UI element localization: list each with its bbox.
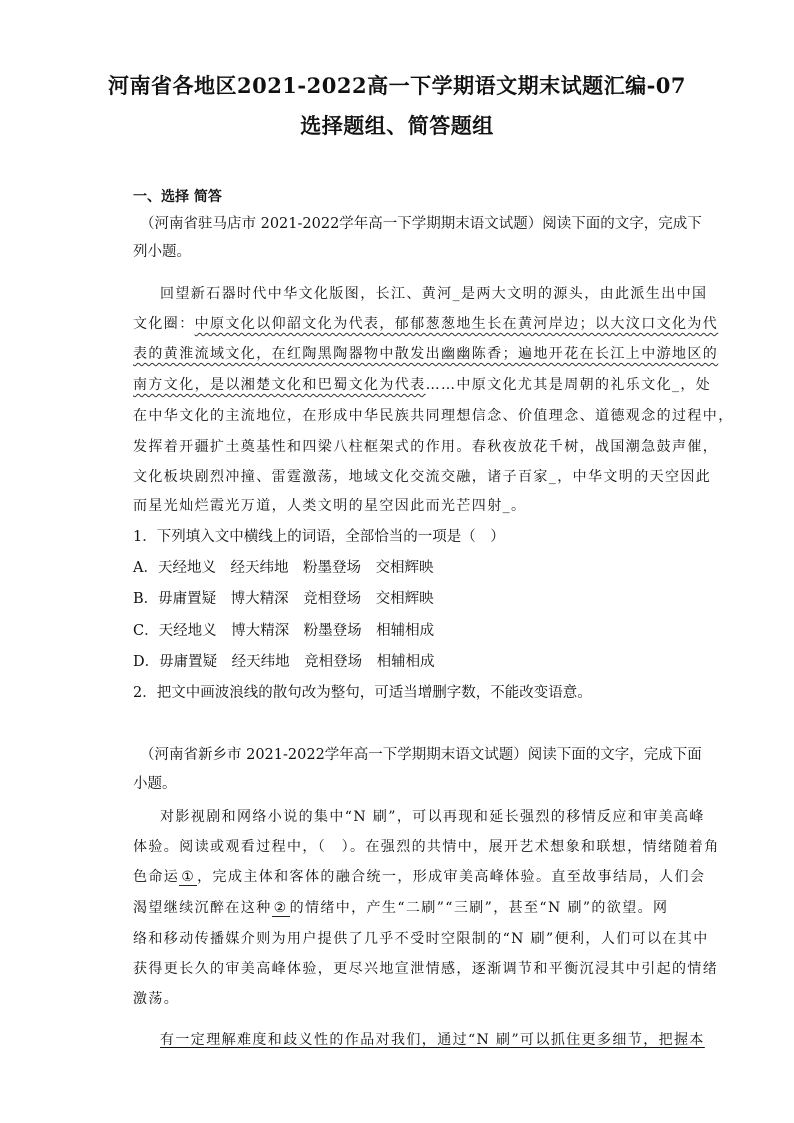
question-1: 1．下列填入文中横线上的词语，全部恰当的一项是（ ） <box>133 529 505 545</box>
passage-line: 渴望继续沉醉在这种 ② 的情绪中，产生“二刷”“三刷”，甚至“N 刷”的欲望。网 <box>133 900 669 916</box>
wavy-underline-text: 表的黄淮流域文化，在红陶黑陶器物中散发出幽幽陈香；遍地开花在长江上中游地区的 <box>133 346 719 362</box>
passage-line: 而星光灿烂霞光万道，人类文明的星空因此而光芒四射_。 <box>133 498 527 514</box>
passage-line: 色命运 ① ，完成主体和客体的融合统一，形成审美高峰体验。直至故事结局，人们会 <box>133 869 706 885</box>
passage-line: 文化板块剧烈冲撞、雷霆激荡，地域文化交流交融，诸子百家_，中华文明的天空因此 <box>133 469 712 485</box>
document-subtitle: 选择题组、简答题组 <box>300 113 494 138</box>
passage-line <box>133 343 719 363</box>
option-a: A．天经地义 经天纬地 粉墨登场 交相辉映 <box>133 560 434 576</box>
passage-line: 发挥着开疆扩土奠基性和四梁八柱框架式的作用。春秋夜放花千树，战国潮急鼓声催， <box>133 439 719 455</box>
passage-line: 南方文化，是以湘楚文化和巴蜀文化为代表……中原文化尤其是周朝的礼乐文化_，处 <box>133 377 712 393</box>
source-note: （河南省新乡市 2021-2022学年高一下学期期末语文试题）阅读下面的文字，完成下面 <box>140 747 702 763</box>
passage-line: 激荡。 <box>133 991 180 1007</box>
underlined-text: 有一定理解难度和歧义性的作品对我们，通过“N 刷”可以抓住更多细节，把握本 <box>160 1032 705 1048</box>
option-d: D．毋庸置疑 经天纬地 竞相登场 相辅相成 <box>133 654 435 670</box>
document-title: 河南省各地区2021-2022高一下学期语文期末试题汇编-07 <box>107 73 687 98</box>
option-b: B．毋庸置疑 博大精深 竞相登场 交相辉映 <box>133 591 434 607</box>
source-note-cont: 小题。 <box>133 776 177 792</box>
passage-line: 获得更长久的审美高峰体验，更尽兴地宣泄情感，逐渐调节和平衡沉浸其中引起的情绪 <box>133 961 719 977</box>
section-heading: 一、选择 简答 <box>133 189 222 205</box>
passage-line <box>160 1029 705 1049</box>
passage-line: 体验。阅读或观看过程中，（ ）。在强烈的共情中，展开艺术想象和联想，情绪随着角 <box>133 839 720 855</box>
source-note: （河南省驻马店市 2021-2022学年高一下学期期末语文试题）阅读下面的文字，完成下 <box>140 216 702 232</box>
blank-1: ① <box>181 869 196 885</box>
question-2: 2．把文中画波浪线的散句改为整句，可适当增删字数，不能改变语意。 <box>133 685 592 701</box>
passage-line: 回望新石器时代中华文化版图，长江、黄河_是两大文明的源头，由此派生出中国 <box>160 286 708 302</box>
passage-line: 络和移动传播媒介则为用户提供了几乎不受时空限制的“N 刷”便利，人们可以在其中 <box>133 931 709 947</box>
blank-2: ② <box>273 900 288 916</box>
passage-line: 在中华文化的主流地位，在形成中华民族共同理想信念、价值理念、道德观念的过程中， <box>133 408 734 424</box>
source-note-cont: 列小题。 <box>133 244 191 260</box>
option-c: C．天经地义 博大精深 粉墨登场 相辅相成 <box>133 623 435 639</box>
passage-line: 对影视剧和网络小说的集中“N 刷”，可以再现和延长强烈的移情反应和审美高峰 <box>160 809 705 825</box>
wavy-underline-text: 南方文化，是以湘楚文化和巴蜀文化为代表 <box>133 377 426 393</box>
wavy-underline-text: 中原文化以仰韶文化为代表，郁郁葱葱地生长在黄河岸边；以大汶口文化为代 <box>194 316 719 332</box>
passage-line: 文化圈：中原文化以仰韶文化为代表，郁郁葱葱地生长在黄河岸边；以大汶口文化为代 <box>133 316 719 332</box>
